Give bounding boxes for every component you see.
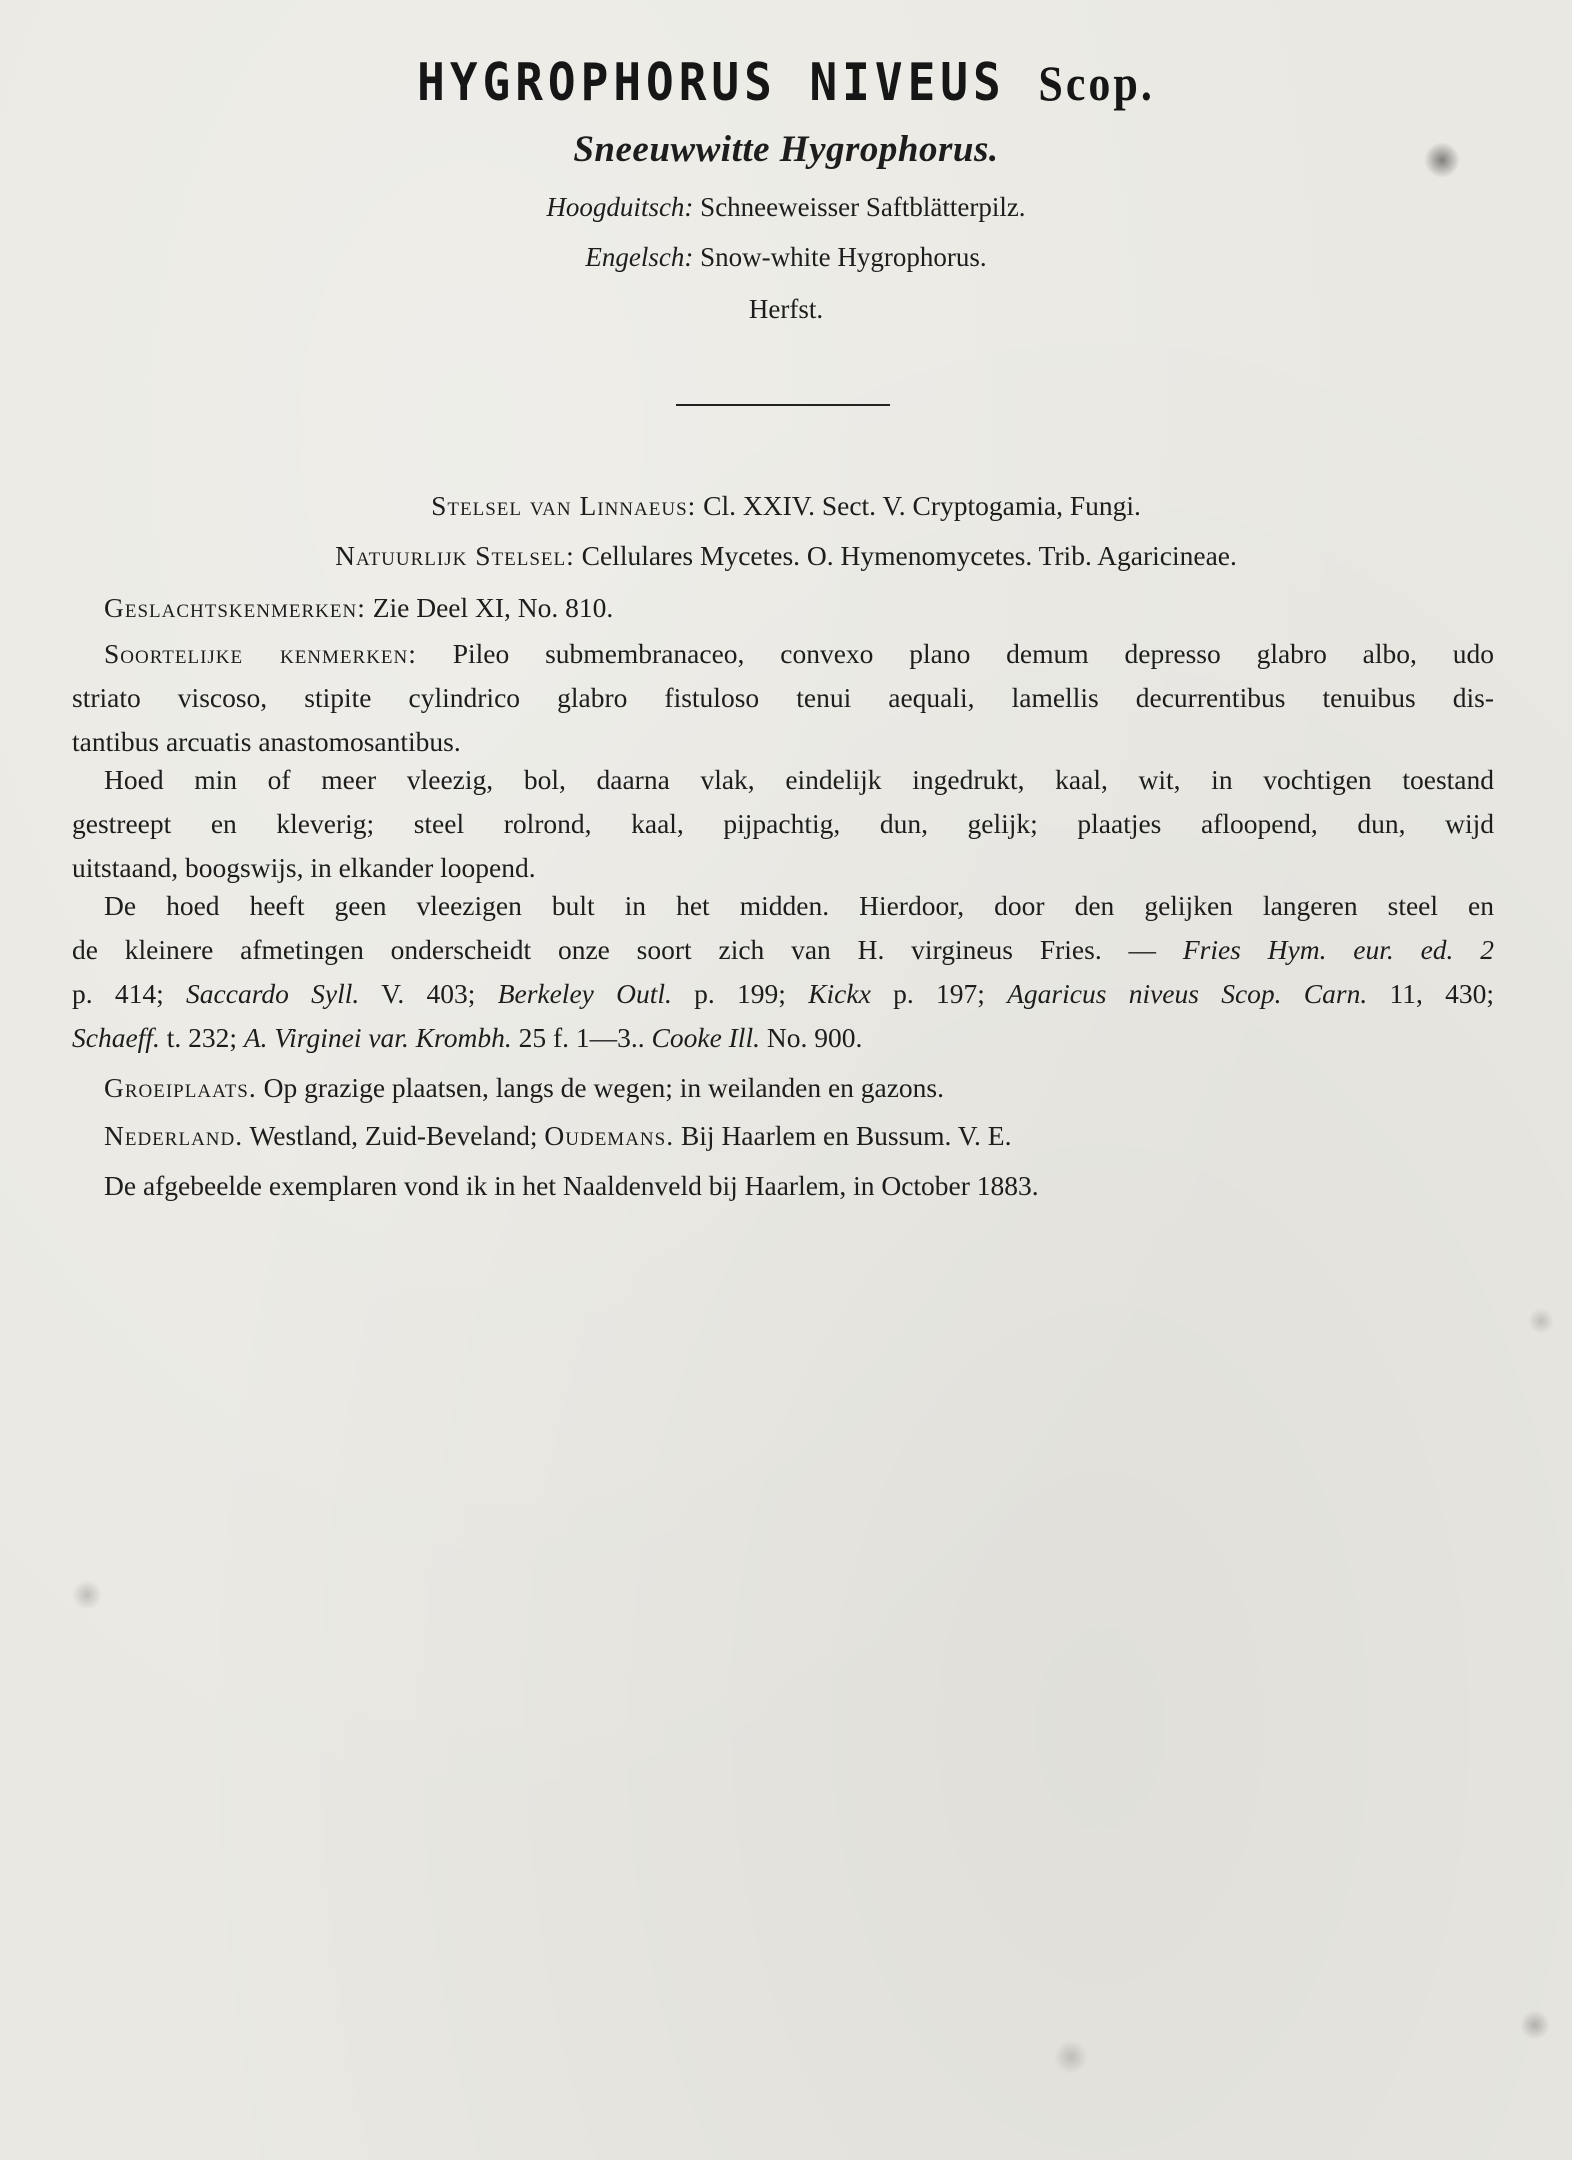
species-line-2: striato viscoso, stipite cylindrico glabro fistuloso tenui aequali, lamellis decurrentibus tenuibus dis- [72, 682, 1494, 713]
ink-smudge [1424, 142, 1460, 178]
english-name-line [0, 242, 1572, 273]
reference-berkeley: Berkeley Outl. [497, 978, 672, 1009]
season: Herfst. [748, 294, 824, 324]
description-paragraph [72, 758, 1494, 890]
english-name: Snow-white Hygrophorus. [700, 242, 987, 272]
reference-agaricus-niveus: Agaricus niveus Scop. Carn. [1007, 978, 1368, 1009]
ref-kickx-page: p. 197; [893, 978, 985, 1009]
netherlands-line [72, 1114, 1494, 1158]
habitat-label: Groeiplaats. [104, 1072, 257, 1103]
species-line-3: tantibus arcuatis anastomosantibus. [72, 726, 461, 757]
dutch-common-name: Sneeuwwitte Hygrophorus. [573, 129, 999, 170]
natural-text: Cellulares Mycetes. O. Hymenomycetes. Trib. Agaricineae. [581, 540, 1237, 571]
habitat-text: Op grazige plaatsen, langs de wegen; in weilanden en gazons. [263, 1072, 945, 1103]
desc-line-2: gestreept en kleverig; steel rolrond, kaal, pijpachtig, dun, gelijk; plaatjes afloopend, dun, wijd [72, 808, 1494, 839]
species-line-1-text: Pileo submembranaceo, convexo plano demum depresso glabro albo, udo [452, 638, 1494, 669]
note-line-2 [72, 928, 1494, 972]
german-name: Schneeweisser Saftblätterpilz. [700, 192, 1026, 222]
specimen-origin-line: De afgebeelde exemplaren vond ik in het Naaldenveld bij Haarlem, in October 1883. [104, 1170, 1039, 1201]
linnaeus-label: Stelsel van Linnaeus: [431, 490, 697, 521]
species-label: Soortelijke kenmerken: [104, 638, 417, 669]
ref-krombholz-figs: 25 f. 1—3.. [518, 1022, 645, 1053]
ref-saccardo-page: V. 403; [381, 978, 476, 1009]
ref-cooke-number: No. 900. [766, 1022, 863, 1053]
note-line-4 [72, 1016, 1494, 1060]
genus-label: Geslachtskenmerken: [104, 592, 366, 623]
note-line-1: De hoed heeft geen vleezigen bult in het midden. Hierdoor, door den gelijken langeren steel en [104, 890, 1494, 921]
ref-scop-page: 11, 430; [1389, 978, 1495, 1009]
notes-paragraph [72, 884, 1494, 1060]
note-line-3 [72, 972, 1494, 1016]
desc-line-1: Hoed min of meer vleezig, bol, daarna vlak, eindelijk ingedrukt, kaal, wit, in vochtigen toestand [104, 764, 1494, 795]
ink-smudge [1528, 1308, 1554, 1334]
reference-krombholz: A. Virginei var. Krombh. [243, 1022, 512, 1053]
ref-berkeley-page: p. 199; [694, 978, 786, 1009]
reference-schaeffer: Schaeff. [72, 1022, 160, 1053]
reference-fries: Fries Hym. eur. ed. 2 [1182, 934, 1494, 965]
ink-smudge [1520, 2010, 1550, 2040]
german-name-line [0, 192, 1572, 223]
genus-line [72, 586, 1494, 630]
species-paragraph [72, 632, 1494, 764]
linnaeus-text: Cl. XXIV. Sect. V. Cryptogamia, Fungi. [703, 490, 1141, 521]
reference-cooke: Cooke Ill. [651, 1022, 760, 1053]
netherlands-label: Nederland. [104, 1120, 244, 1151]
natural-label: Natuurlijk Stelsel: [335, 540, 575, 571]
habitat-line [72, 1066, 1494, 1110]
linnaeus-line [0, 484, 1572, 528]
natural-system-line [0, 534, 1572, 578]
oudemans-name: Oudemans. [544, 1120, 675, 1151]
genus-text: Zie Deel XI, No. 810. [372, 592, 614, 623]
ink-smudge [1054, 2040, 1088, 2074]
ref-schaeffer-plate: t. 232; [166, 1022, 237, 1053]
species-title [0, 52, 1572, 112]
english-label: Engelsch: [585, 242, 694, 272]
german-label: Hoogduitsch: [546, 192, 694, 222]
desc-line-3: uitstaand, boogswijs, in elkander loopend. [72, 852, 536, 883]
species-line-1 [72, 632, 1494, 676]
reference-kickx: Kickx [808, 978, 871, 1009]
title-main: HYGROPHORUS NIVEUS [417, 52, 1006, 113]
ref-page-414: p. 414; [72, 978, 164, 1009]
reference-saccardo: Saccardo Syll. [186, 978, 360, 1009]
netherlands-locations: Westland, Zuid-Beveland; [249, 1120, 538, 1151]
ink-smudge [72, 1580, 102, 1610]
netherlands-haarlem: Bij Haarlem en Bussum. V. E. [680, 1120, 1012, 1151]
note-line-2-text: de kleinere afmetingen onderscheidt onze soort zich van H. virgineus Fries. — [72, 934, 1157, 965]
title-author: Scop. [1038, 56, 1155, 112]
divider-rule [676, 404, 890, 406]
